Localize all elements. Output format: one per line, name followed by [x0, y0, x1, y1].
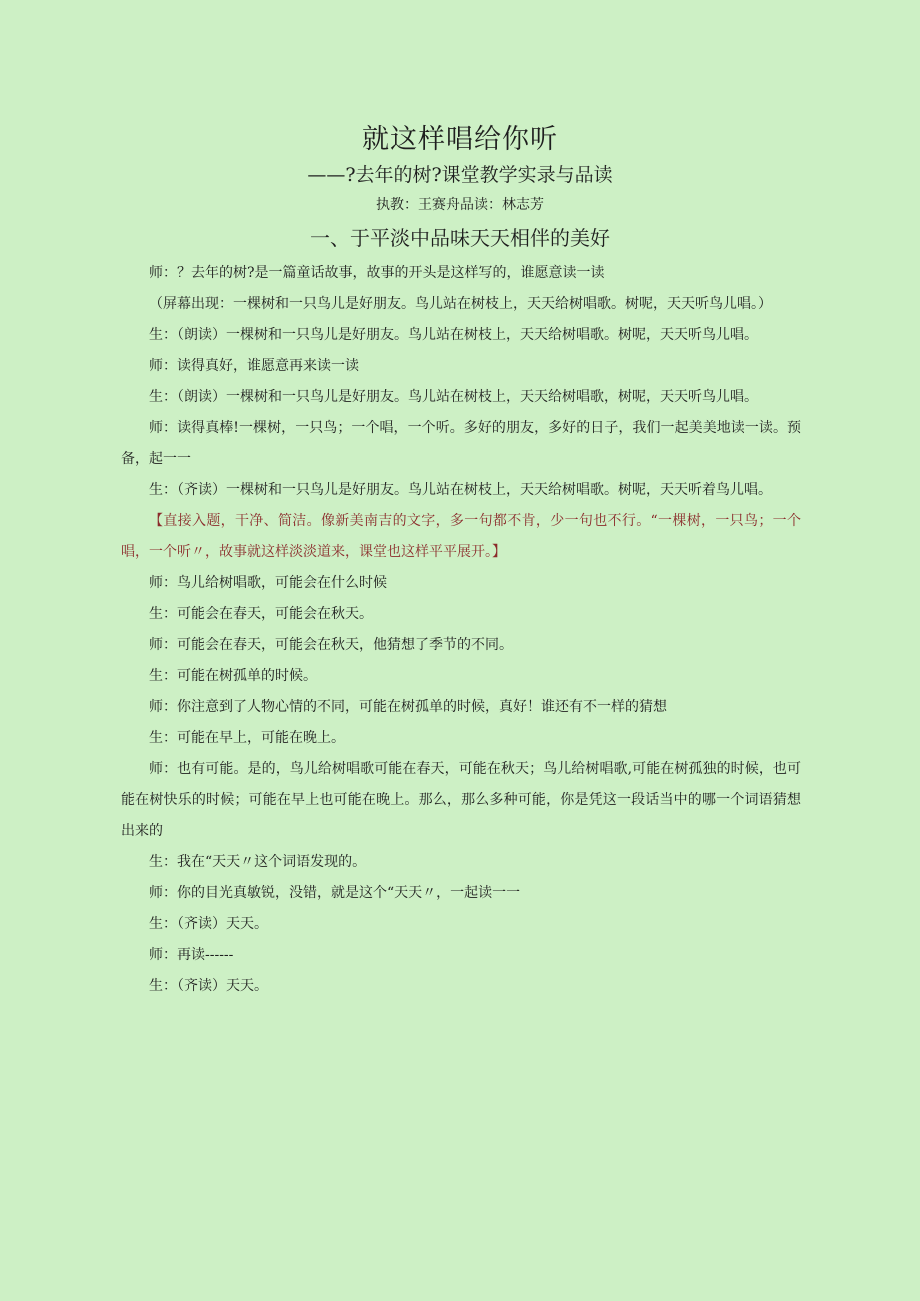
dialogue-paragraph: 师：鸟儿给树唱歌，可能会在什么时候 — [149, 575, 387, 591]
dialogue-paragraph: 师：你的目光真敏锐，没错，就是这个“天天〃，一起读一一 — [149, 885, 521, 901]
screen-display-paragraph: （屏幕出现：一棵树和一只鸟儿是好朋友。鸟儿站在树枝上，天天给树唱歌。树呢，天天听鸟儿唱。） — [149, 296, 772, 312]
dialogue-paragraph: 生：（齐读）天天。 — [149, 916, 268, 932]
dialogue-paragraph: 师：你注意到了人物心情的不同，可能在树孤单的时候，真好！谁还有不一样的猜想 — [149, 699, 667, 715]
dialogue-paragraph: 师：也有可能。是的，鸟儿给树唱歌可能在春天，可能在秋天；鸟儿给树唱歌,可能在树孤独的时候，也可能在树快乐的时候；可能在早上也可能在晚上。那么，那么多种可能，你是凭这一段话当中的哪一个词语猜想出来的 — [121, 761, 801, 839]
dialogue-paragraph: 生：（齐读）天天。 — [149, 978, 268, 994]
transcript-body — [121, 258, 801, 1002]
dialogue-paragraph: 师：读得真棒!一棵树，一只鸟；一个唱，一个听。多好的朋友，多好的日子，我们一起美美地读一读。预备，起一一 — [121, 420, 801, 467]
dialogue-paragraph: 生：我在“天天〃这个词语发现的。 — [149, 854, 367, 870]
document-title: 就这样唱给你听 — [362, 124, 558, 155]
dialogue-paragraph: 师：可能会在春天，可能会在秋天，他猜想了季节的不同。 — [149, 637, 513, 653]
dialogue-paragraph: 生：（齐读）一棵树和一只鸟儿是好朋友。鸟儿站在树枝上，天天给树唱歌。树呢，天天听着鸟儿唱。 — [149, 482, 772, 498]
commentary-paragraph: 【直接入题，干净、简洁。像新美南吉的文字，多一句都不肯，少一句也不行。“一棵树，一只鸟；一个唱，一个听〃，故事就这样淡淡道来，课堂也这样平平展开。】 — [121, 513, 801, 560]
dialogue-paragraph: 生：（朗读）一棵树和一只鸟儿是好朋友。鸟儿站在树枝上，天天给树唱歌。树呢，天天听鸟儿唱。 — [149, 327, 758, 343]
dialogue-paragraph: 生：可能在树孤单的时候。 — [149, 668, 317, 684]
dialogue-paragraph: 师：读得真好，谁愿意再来读一读 — [149, 358, 359, 374]
author-byline: 执教：王赛舟品读：林志芳 — [376, 197, 544, 213]
section-heading: 一、于平淡中品味天天相伴的美好 — [310, 226, 610, 250]
dialogue-paragraph: 生：可能会在春天，可能会在秋天。 — [149, 606, 373, 622]
document-subtitle: ——?去年的树?课堂教学实录与品读 — [307, 164, 613, 186]
dialogue-paragraph: 师：？去年的树?是一篇童话故事，故事的开头是这样写的，谁愿意读一读 — [149, 265, 605, 281]
dialogue-paragraph: 生：可能在早上，可能在晚上。 — [149, 730, 345, 746]
dialogue-paragraph: 师：再读------ — [149, 947, 234, 963]
dialogue-paragraph: 生：（朗读）一棵树和一只鸟儿是好朋友。鸟儿站在树枝上，天天给树唱歌，树呢，天天听鸟儿唱。 — [149, 389, 758, 405]
